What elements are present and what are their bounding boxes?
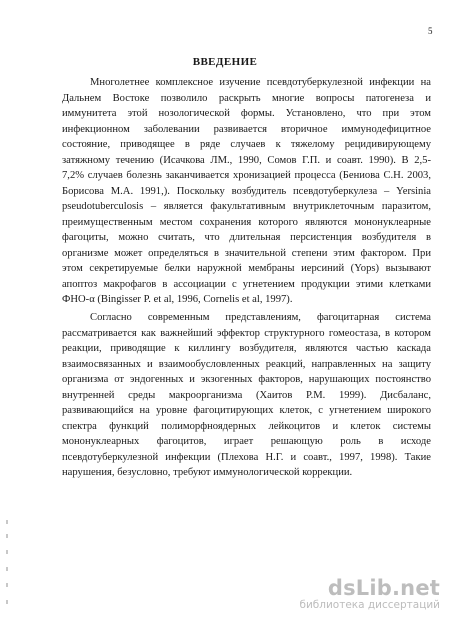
text-line: развивающийся на уровне фагоцитирующих клеток, с угнетением широкого bbox=[62, 405, 431, 416]
text-line: иммунитета этой нозологической формы. Установлено, что при этом bbox=[62, 108, 431, 119]
text-line: Борисова М.А. 1991,). Поскольку возбудитель псевдотуберкулеза – Yersinia bbox=[62, 185, 431, 197]
text-line: псевдотуберкулезной инфекции (Плехова Н.Г. и соавт., 1997, 1998). Такие bbox=[62, 451, 431, 463]
text-line: pseudotuberculosis – является факультативным внутриклеточным паразитом, bbox=[62, 201, 431, 212]
text-line: Согласно современным представлениям, фагоцитарная система bbox=[90, 312, 431, 323]
text-line: фагоциты, можно считать, что длительная персистенция возбудителя в bbox=[62, 232, 431, 243]
text-line: организма от эндогенных и экзогенных факторов, нарушающих постоянство bbox=[62, 374, 431, 385]
watermark-brand: dsLib.net bbox=[327, 576, 440, 600]
text-line: организме может определяться в значительной степени этим фактором. При bbox=[62, 247, 431, 259]
text-line: нарушения, безусловно, требуют иммунологической коррекции. bbox=[62, 467, 353, 478]
text-line: внутренней среды макроорганизма (Хаитов Р.М. 1999). Дисбаланс, bbox=[62, 389, 431, 401]
scan-margin-marks bbox=[6, 520, 10, 610]
page-number: 5 bbox=[428, 26, 433, 36]
text-line: мононуклеарных фагоцитов, играет решающую роль в исходе bbox=[62, 436, 431, 447]
watermark bbox=[288, 577, 440, 611]
text-line: рассматривается как важнейший эффектор структурного гомеостаза, в котором bbox=[62, 327, 431, 339]
text-line: апоптоз макрофагов в ассоциации с угнетением продукции этими клетками bbox=[62, 278, 431, 290]
text-line: Многолетнее комплексное изучение псевдотуберкулезной инфекции на bbox=[90, 77, 431, 88]
text-line: взаимосвязанных и взаимообусловленных реакций, направленных на защиту bbox=[62, 358, 431, 370]
body-text bbox=[62, 75, 431, 481]
text-line: спектра функций полиморфноядерных лейкоцитов и клеток системы bbox=[62, 420, 431, 432]
page-heading: ВВЕДЕНИЕ bbox=[192, 56, 258, 68]
text-line: затяжному течению (Исачкова ЛМ., 1990, Сомов Г.П. и соавт. 1990). В 2,5- bbox=[62, 154, 431, 166]
text-line: Дальнем Востоке позволило раскрыть многие вопросы патогенеза и bbox=[62, 92, 431, 104]
watermark-tagline: библиотека диссертаций bbox=[299, 599, 440, 611]
text-line: 7,2% случаев болезнь заканчивается хронизацией процесса (Бениова С.Н. 2003, bbox=[62, 170, 431, 181]
text-line: реакции, приводящие к киллингу возбудителя, являются частью каскада bbox=[62, 343, 431, 354]
text-line: инфекционном заболевании развивается вторичное иммунодефицитное bbox=[62, 123, 431, 135]
text-line: этом секретируемые белки наружной мембраны иерсиний (Yops) вызывают bbox=[62, 263, 431, 274]
text-line: состояние, приводящее в ряде случаев к тяжелому рецидивирующему bbox=[62, 139, 431, 150]
text-line: преимущественным местом сохранения которого являются мононуклеарные bbox=[62, 216, 431, 228]
text-line: ФНО-α (Bingisser P. et al, 1996, Cornelis et al, 1997). bbox=[62, 294, 293, 305]
